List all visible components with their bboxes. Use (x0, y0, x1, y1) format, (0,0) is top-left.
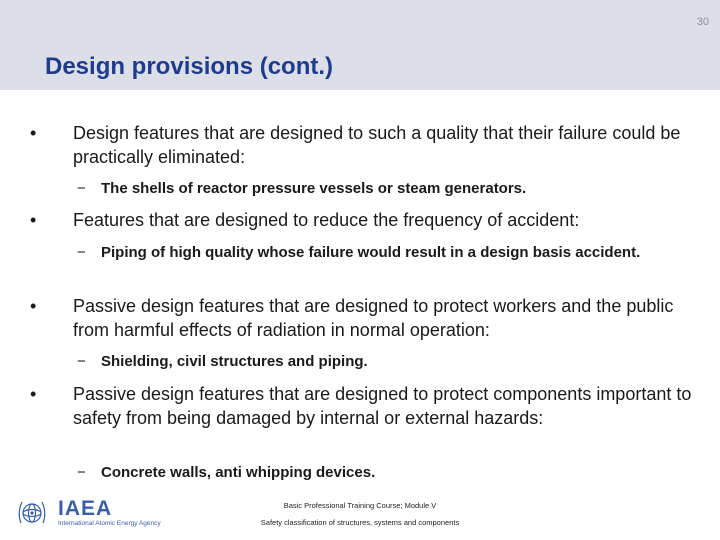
logo-subtext: International Atomic Energy Agency (58, 520, 161, 527)
bullet-marker: • (30, 123, 37, 143)
logo-text: IAEA (58, 497, 113, 520)
page-number: 30 (696, 16, 709, 28)
iaea-logo (14, 495, 174, 531)
bullet-text: Passive design features that are designed to protect components important to safety from being damaged by internal or external hazards: (73, 384, 692, 428)
footer-course-line: Basic Professional Training Course; Module V (283, 501, 437, 510)
sub-bullet-text: The shells of reactor pressure vessels or steam generators. (101, 180, 527, 197)
bullet-marker: • (30, 296, 37, 316)
bullet-marker: • (30, 384, 37, 404)
sub-bullet-marker: − (77, 244, 86, 261)
sub-bullet-text: Shielding, civil structures and piping. (101, 353, 368, 370)
slide-title: Design provisions (cont.) (45, 53, 334, 80)
sub-bullet-text: Concrete walls, anti whipping devices. (101, 464, 376, 481)
sub-bullet-marker: − (77, 353, 86, 370)
sub-bullet-text: Piping of high quality whose failure would result in a design basis accident. (101, 244, 641, 261)
bullet-marker: • (30, 210, 37, 230)
sub-bullet-marker: − (77, 180, 86, 197)
sub-bullet-marker: − (77, 464, 86, 481)
bullet-text: Design features that are designed to such a quality that their failure could be practically eliminated: (73, 123, 681, 167)
bullet-text: Features that are designed to reduce the frequency of accident: (73, 210, 580, 230)
bullet-text: Passive design features that are designed to protect workers and the public from harmful effects of radiation in normal operation: (73, 296, 674, 340)
footer-topic-line: Safety classification of structures, systems and components (260, 518, 460, 527)
